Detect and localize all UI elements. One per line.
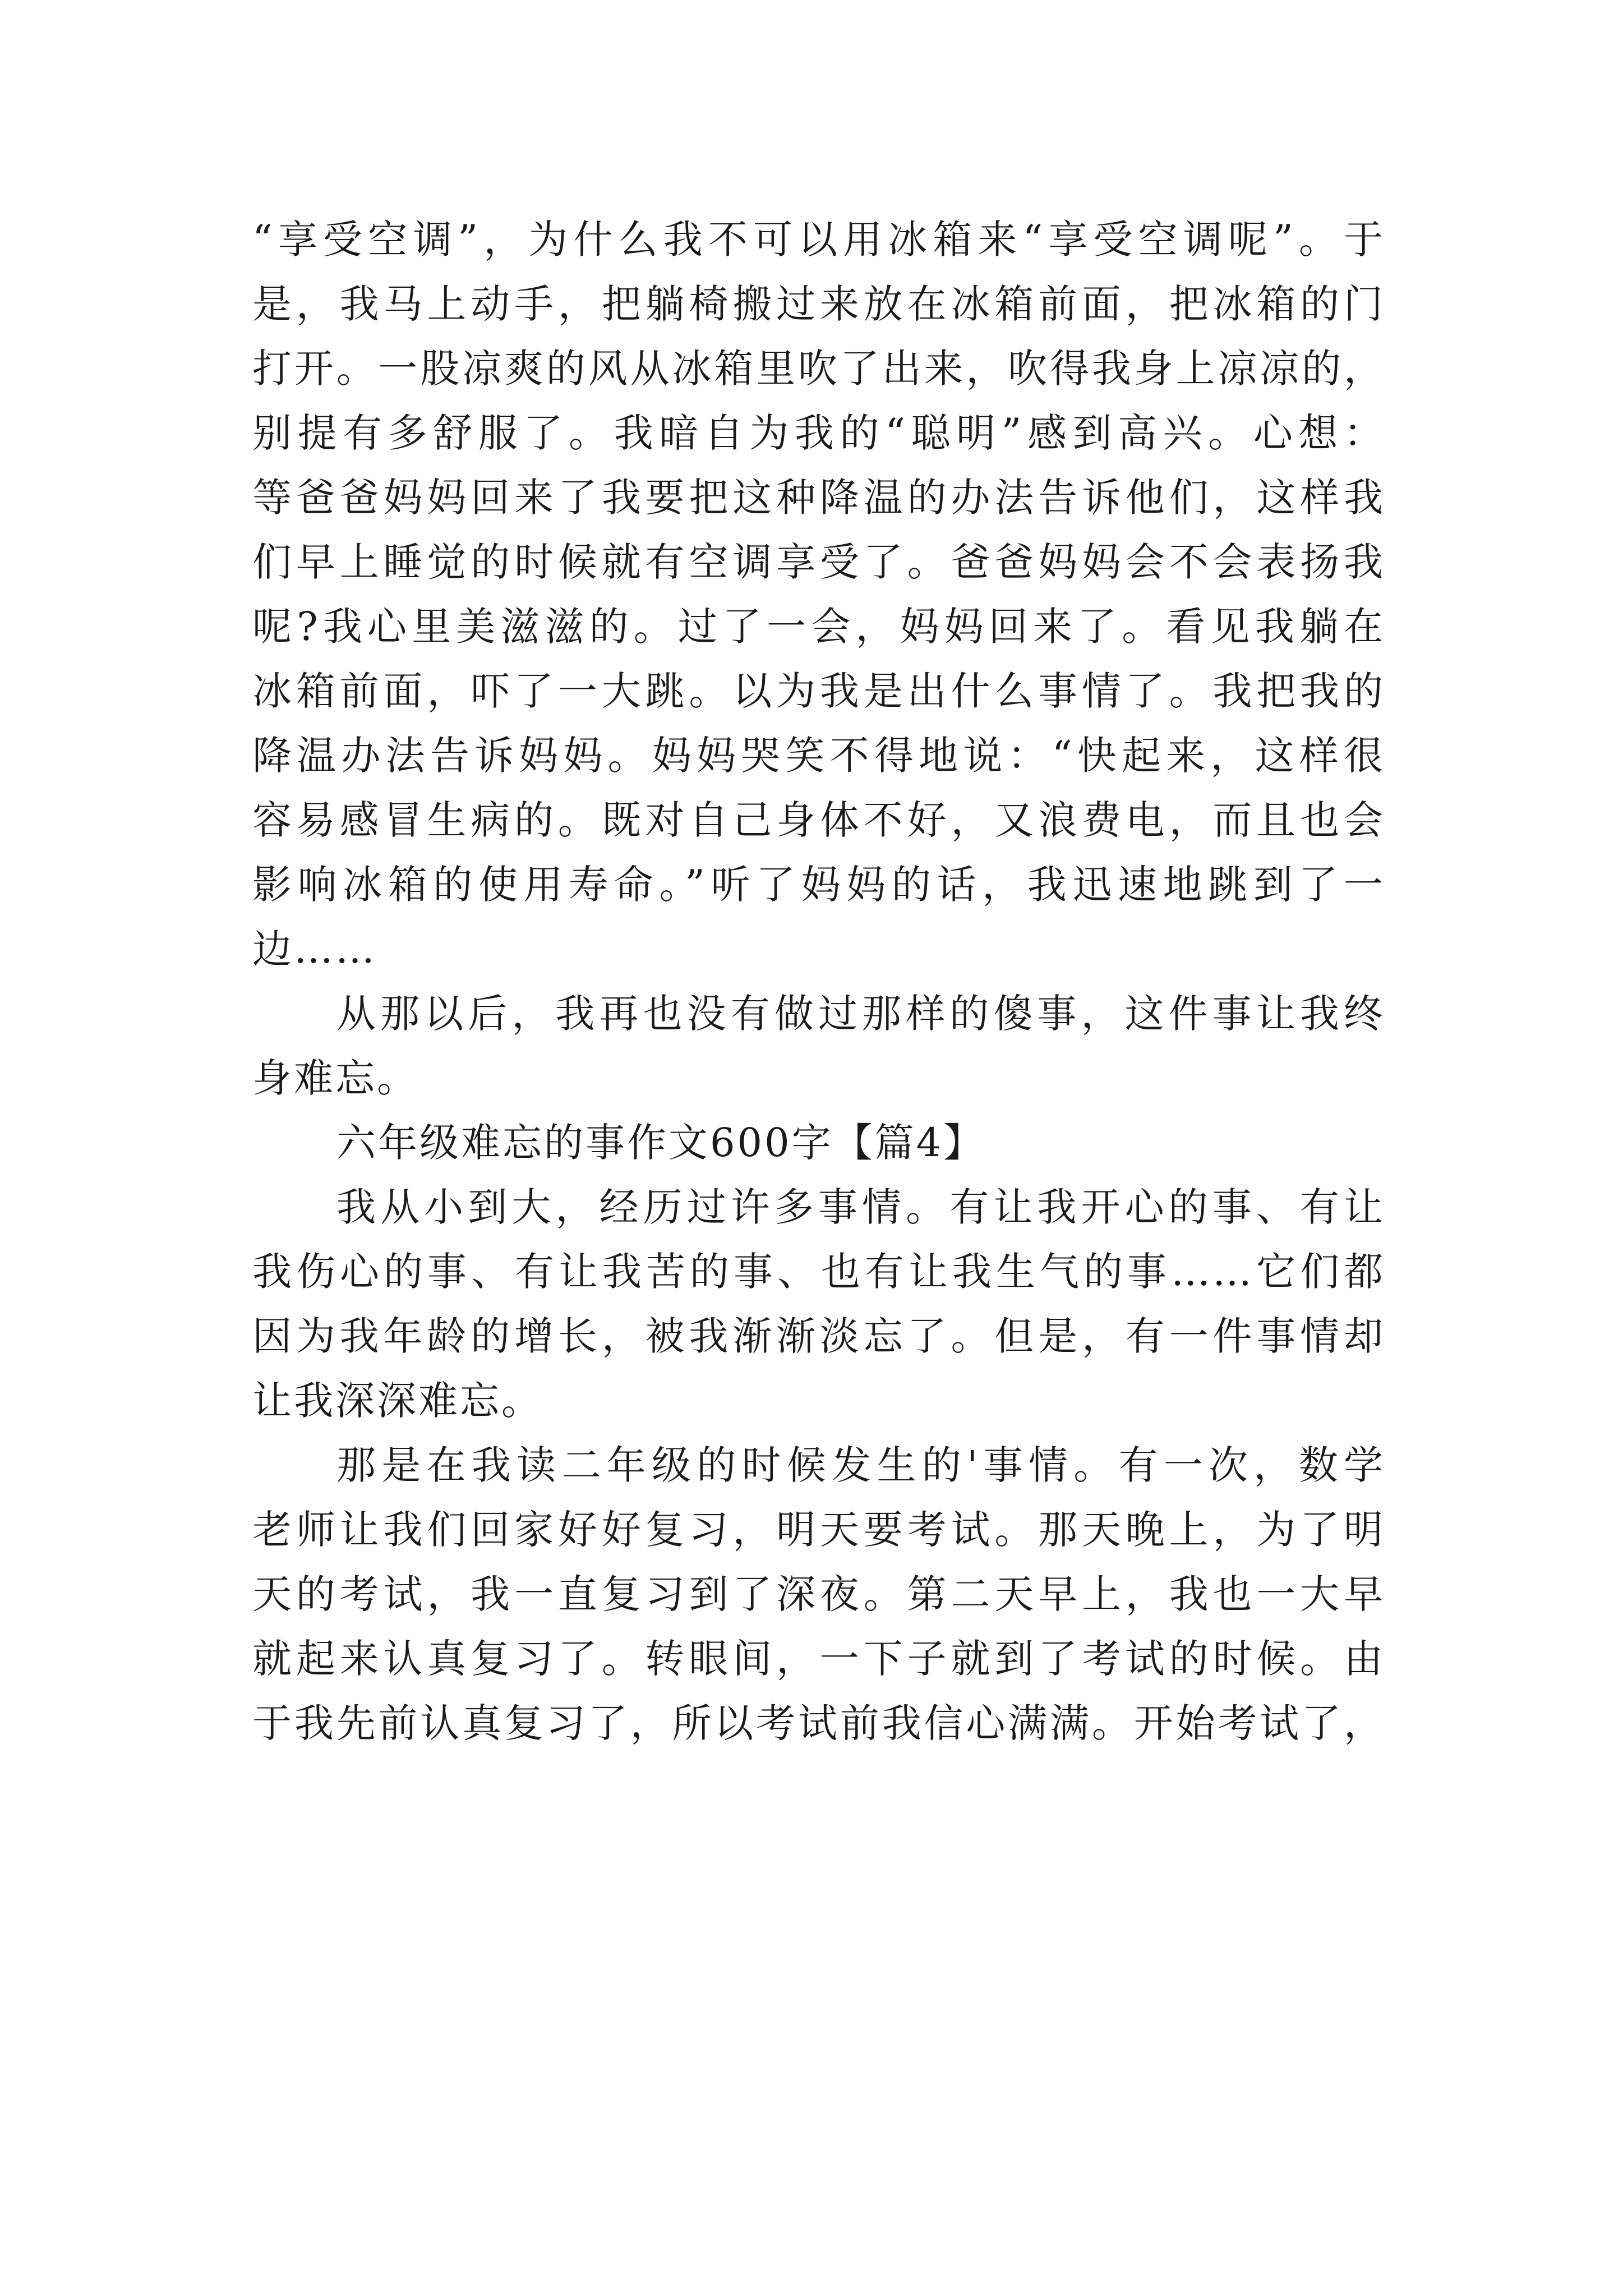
text-line: 边…… (252, 926, 377, 972)
paragraph-3 (252, 1175, 1385, 1433)
text-line: 我从小到大，经历过许多事情。有让我开心的事、有让 (336, 1184, 1385, 1230)
text-line: “享受空调”，为什么我不可以用冰箱来“享受空调呢”。于 (252, 217, 1385, 263)
paragraph-4 (252, 1433, 1385, 1756)
text-line: 身难忘。 (252, 1055, 418, 1101)
text-line: 等爸爸妈妈回来了我要把这种降温的办法告诉他们，这样我 (252, 475, 1385, 521)
text-line: 那是在我读二年级的时候发生的'事情。有一次，数学 (336, 1442, 1385, 1488)
text-line: 别提有多舒服了。我暗自为我的“聪明”感到高兴。心想： (252, 410, 1385, 456)
text-line: 从那以后，我再也没有做过那样的傻事，这件事让我终 (336, 991, 1385, 1037)
text-line: 是，我马上动手，把躺椅搬过来放在冰箱前面，把冰箱的门 (252, 281, 1385, 327)
text-line: 影响冰箱的使用寿命。”听了妈妈的话，我迅速地跳到了一 (252, 862, 1385, 908)
text-line: 们早上睡觉的时候就有空调享受了。爸爸妈妈会不会表扬我 (252, 539, 1385, 585)
section-heading: 六年级难忘的事作文600字【篇4】 (336, 1120, 985, 1166)
text-line: 老师让我们回家好好复习，明天要考试。那天晚上，为了明 (252, 1507, 1385, 1553)
text-line: 因为我年龄的增长，被我渐渐淡忘了。但是，有一件事情却 (252, 1313, 1385, 1359)
paragraph-1 (252, 208, 1385, 982)
text-line: 容易感冒生病的。既对自己身体不好，又浪费电，而且也会 (252, 797, 1385, 843)
text-line: 让我深深难忘。 (252, 1378, 543, 1424)
text-line: 就起来认真复习了。转眼间，一下子就到了考试的时候。由 (252, 1636, 1385, 1682)
text-line: 天的考试，我一直复习到了深夜。第二天早上，我也一大早 (252, 1571, 1385, 1617)
text-line: 我伤心的事、有让我苦的事、也有让我生气的事……它们都 (252, 1249, 1385, 1295)
text-line: 于我先前认真复习了，所以考试前我信心满满。开始考试了， (252, 1700, 1385, 1746)
text-line: 降温办法告诉妈妈。妈妈哭笑不得地说：“快起来，这样很 (252, 733, 1385, 779)
text-line: 打开。一股凉爽的风从冰箱里吹了出来，吹得我身上凉凉的， (252, 346, 1385, 392)
paragraph-2 (252, 982, 1385, 1111)
text-line: 冰箱前面，吓了一大跳。以为我是出什么事情了。我把我的 (252, 668, 1385, 714)
text-line: 呢?我心里美滋滋的。过了一会，妈妈回来了。看见我躺在 (252, 604, 1385, 650)
document-body (252, 208, 1385, 1756)
